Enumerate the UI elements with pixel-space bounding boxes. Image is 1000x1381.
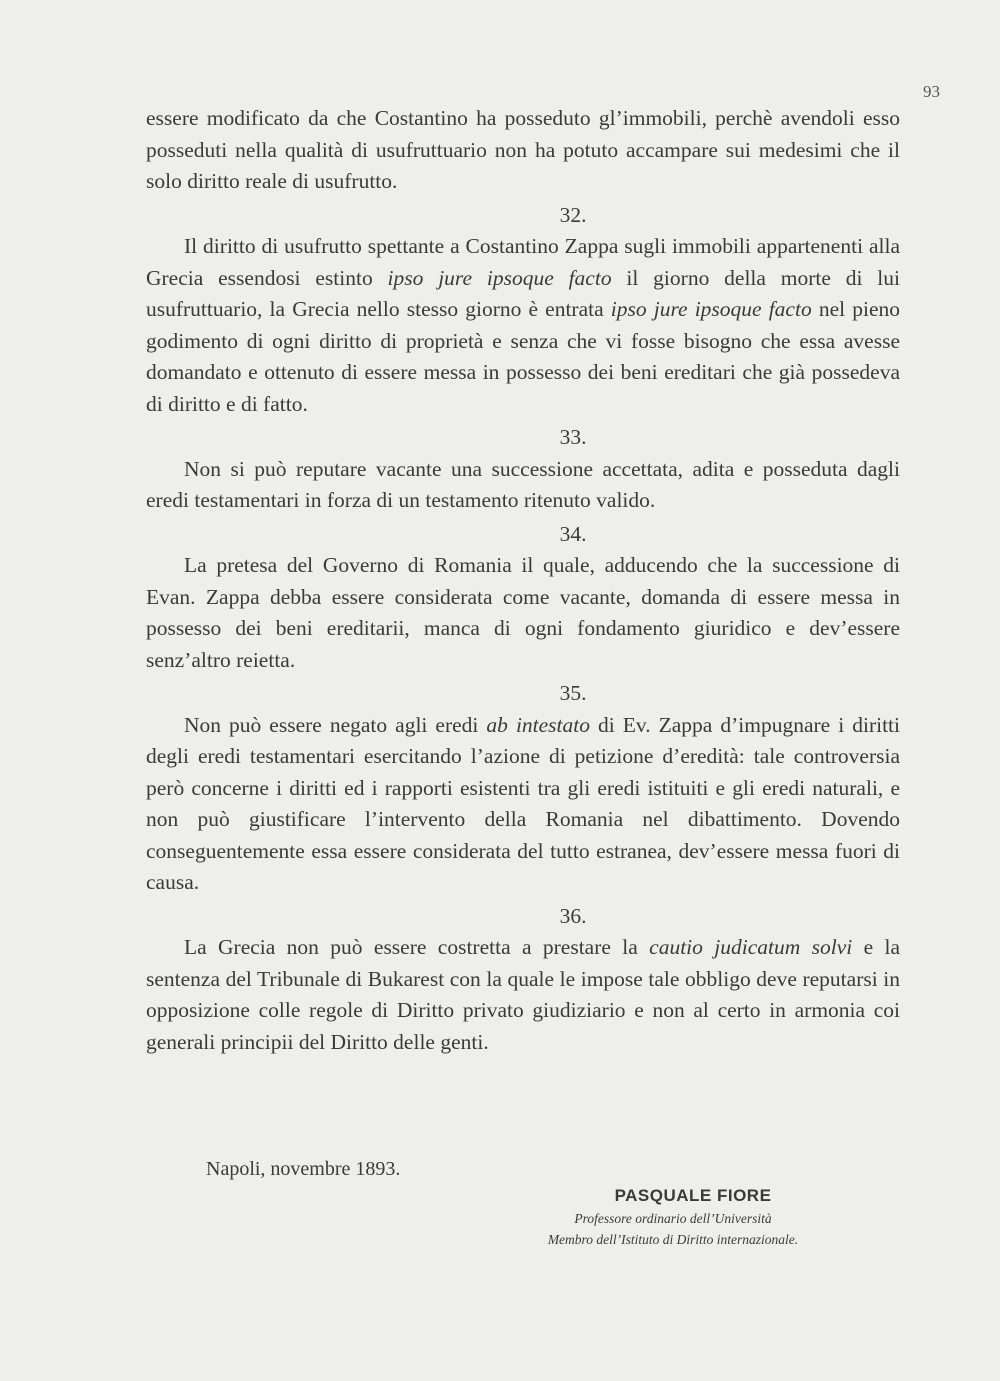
paragraph: Non si può reputare vacante una successione accettata, adita e posseduta dagli eredi testamentari in forza di un testamento ritenuto valido. xyxy=(146,456,900,512)
section-number: 34. xyxy=(559,521,587,546)
paragraph xyxy=(146,932,900,1058)
latin-phrase: ipso jure ipsoque facto xyxy=(387,265,612,290)
paragraph: La pretesa del Governo di Romania il quale, adducendo che la successione di Evan. Zappa debba essere considerata come vacante, domanda di essere messa in possesso dei beni ereditarii, manca di ogni fondamento giuridico e dev’essere senz’altro reietta. xyxy=(146,553,900,672)
date-line: Napoli, novembre 1893. xyxy=(206,1158,401,1180)
text-run: il giorno della morte di lui usufruttuario, la Grecia nello stesso giorno è entrata xyxy=(146,265,900,321)
page-number: 93 xyxy=(923,82,940,101)
section-number: 33. xyxy=(559,425,587,449)
latin-phrase: ipso jure ipsoque facto xyxy=(610,297,812,321)
section-number: 36. xyxy=(559,903,587,928)
paragraph: essere modificato da che Costantino ha posseduto gl’immobili, perchè avendoli esso posseduti nella qualità di usufruttuario non ha potuto accampare sui medesimi che il solo diritto reale di usufrutto. xyxy=(146,106,900,193)
signatory-title-1: Professore ordinario dell’Università xyxy=(574,1211,772,1226)
signatory-title-2: Membro dell’Istituto di Diritto internazionale. xyxy=(547,1232,799,1247)
document-body xyxy=(146,103,900,1058)
text-run: di Ev. Zappa d’impugnare i diritti degli eredi testamentari esercitando l’azione di petizione d’eredità: tale controversia però concerne i diritti ed i rapporti esistenti tra gli eredi istituiti e gli eredi naturali, e non può giustificare l’intervento della Romania nel dibattimento. Dovendo conseguentemente essa essere considerata del tutto estranea, dev’essere messa fuori di causa. xyxy=(146,712,900,894)
text-run: e la sentenza del Tribunale di Bukarest con la quale le impose tale obbligo deve reputarsi in opposizione colle regole di Diritto privato giudiziario e non al certo in armonia coi generali principii del Diritto delle genti. xyxy=(146,935,900,1054)
signatory-name: PASQUALE FIORE xyxy=(614,1186,772,1205)
text-run: Non può essere negato agli eredi xyxy=(184,712,487,737)
paragraph xyxy=(146,231,900,420)
text-run: Il diritto di usufrutto spettante a Costantino Zappa sugli immobili appartenenti alla Grecia essendosi estinto xyxy=(146,234,900,290)
paragraph xyxy=(146,710,900,899)
text-run: nel pieno godimento di ogni diritto di proprietà e senza che vi fosse bisogno che essa avesse domandato e ottenuto di essere messa in possesso dei beni ereditari che già possedeva di diritto e di fatto. xyxy=(146,297,900,416)
signature-block xyxy=(500,1184,846,1250)
section-number: 35. xyxy=(559,681,587,705)
text-run: La Grecia non può essere costretta a prestare la xyxy=(184,935,650,959)
latin-phrase: ab intestato xyxy=(486,712,590,737)
section-number: 32. xyxy=(559,202,587,227)
latin-phrase: cautio judicatum solvi xyxy=(649,935,853,959)
